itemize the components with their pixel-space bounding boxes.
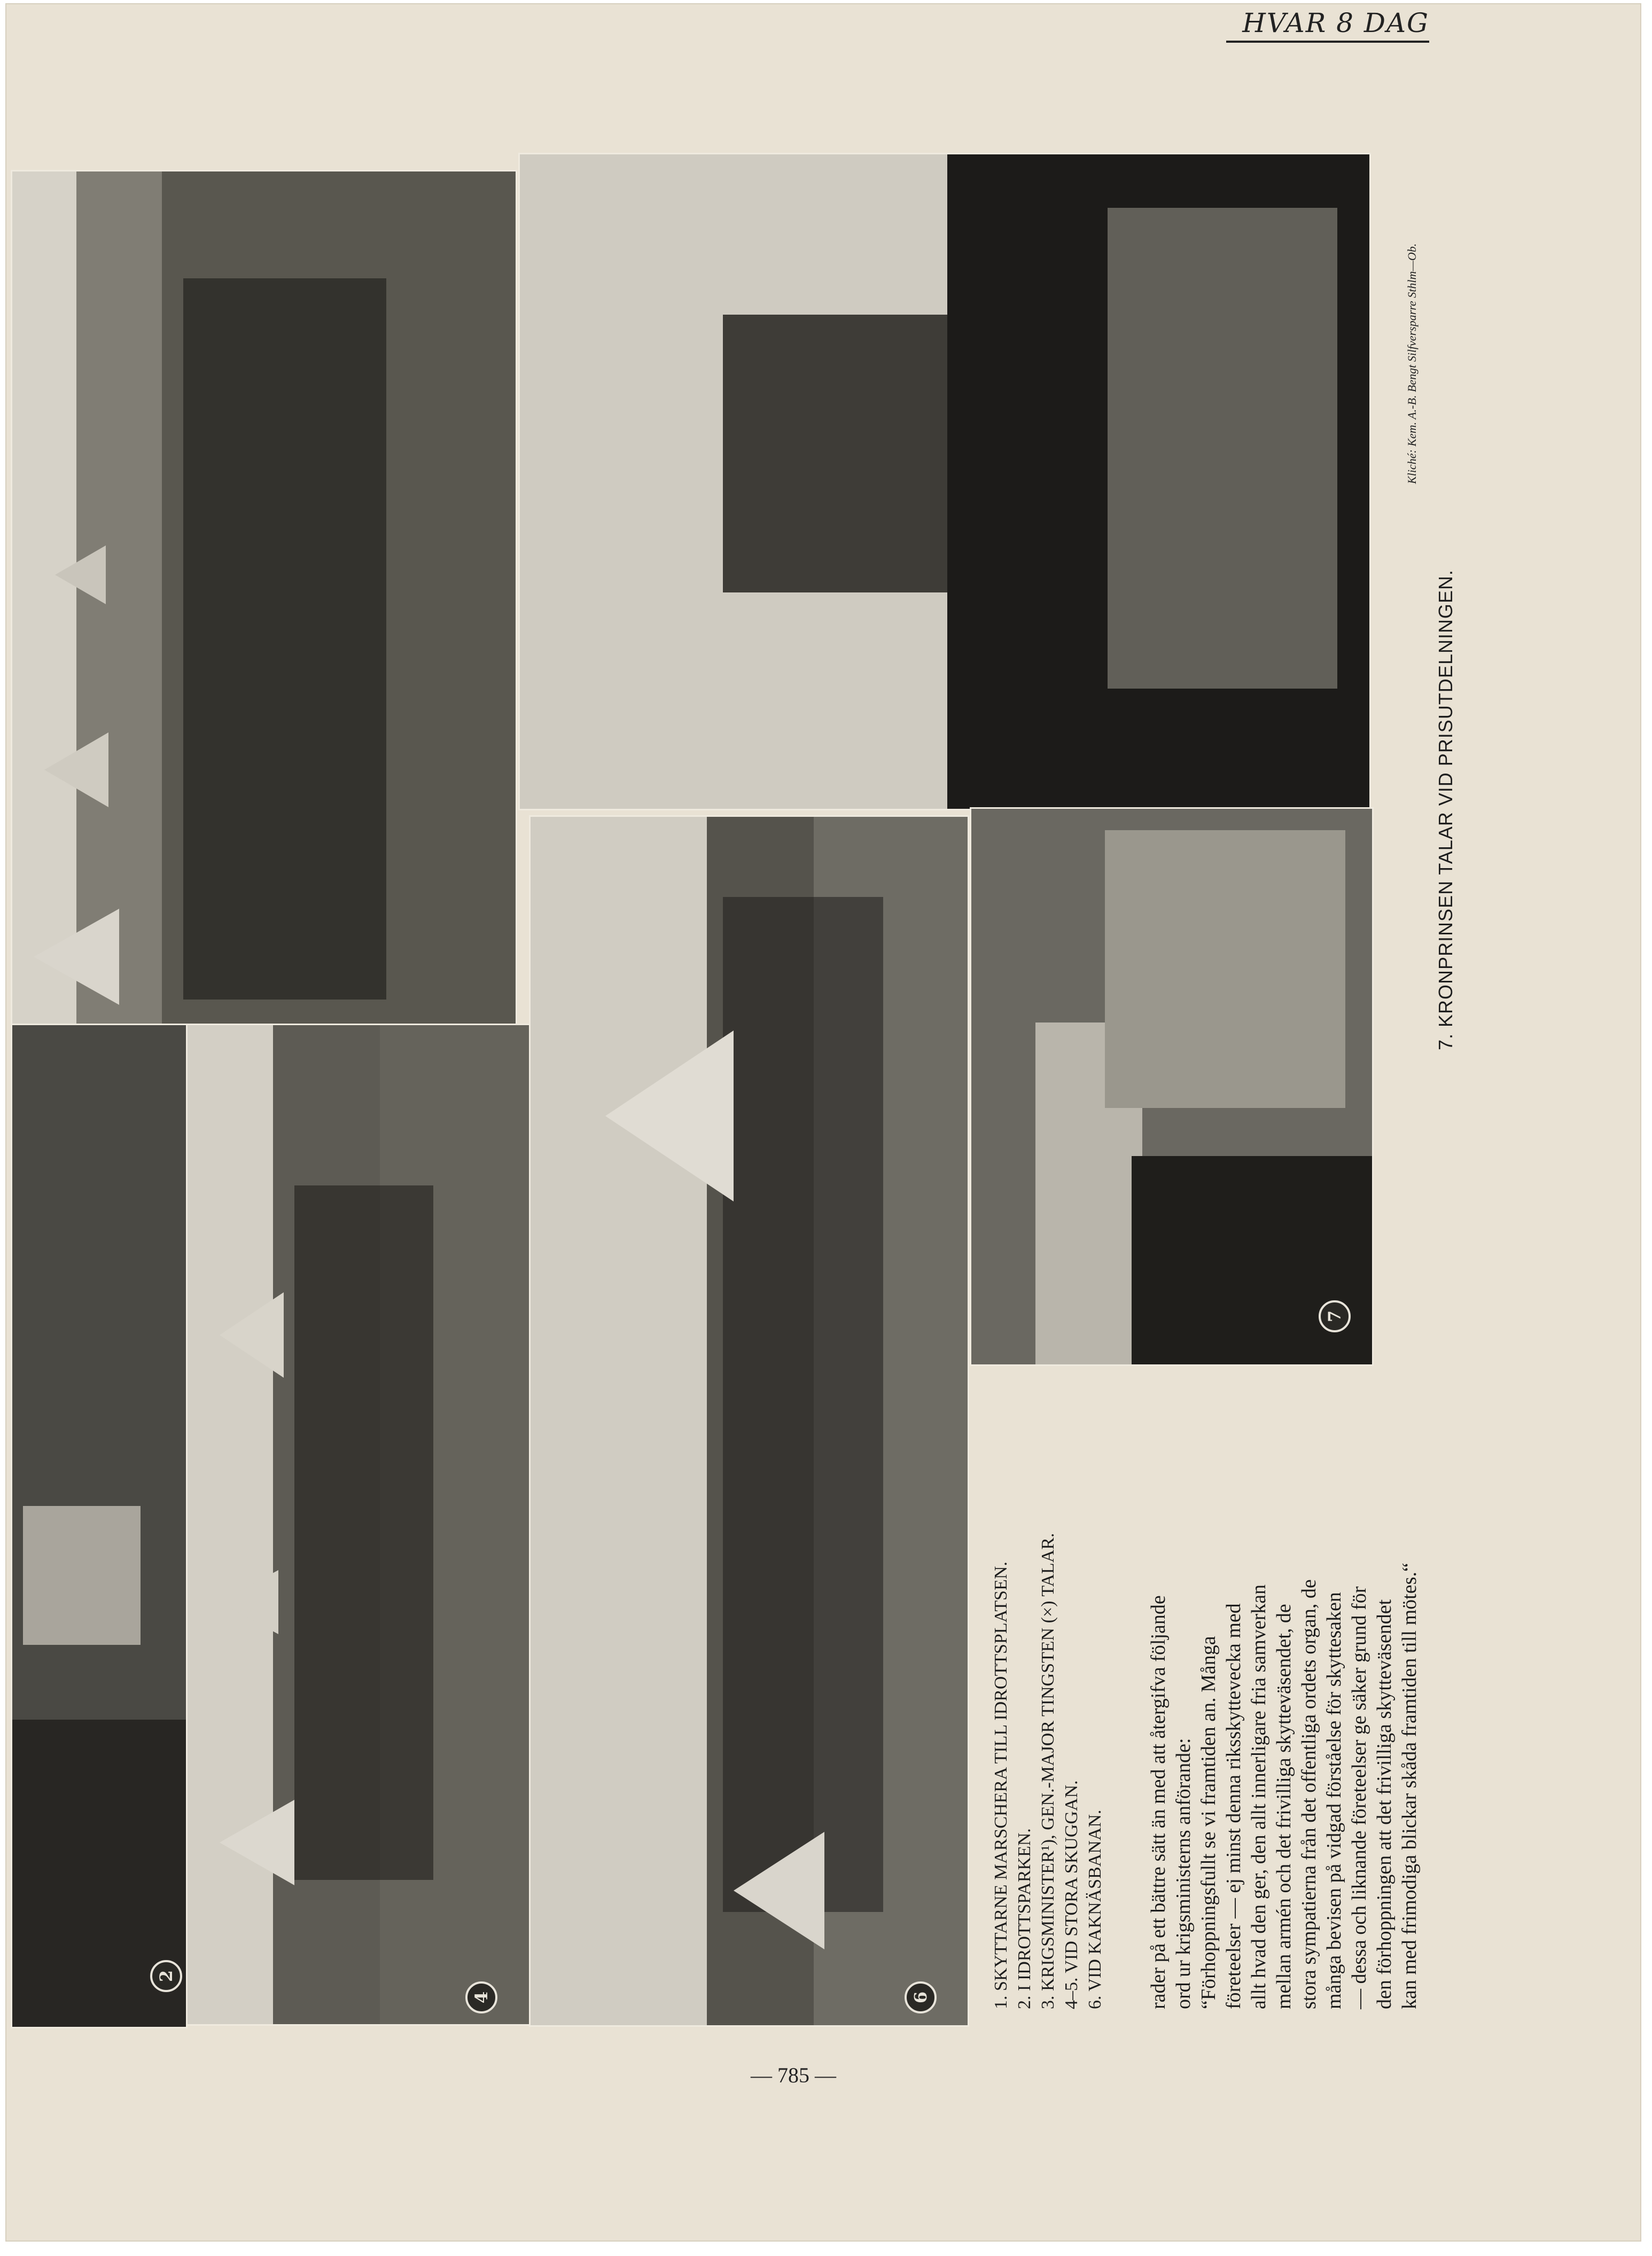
caption-line: 4–5. VID STORA SKUGGAN. [1062,1780,1081,2009]
photo-credit: Kliché: Kem. A.-B. Bengt Silfversparre Sthlm—Ob. [1405,243,1419,484]
photo-7-number: 7 [1319,1300,1351,1332]
text-line: kan med frimodiga blickar skåda framtiden till mötes.“ [1398,1563,1421,2009]
article-text [1146,1563,1422,2009]
text-line: stora sympatierna från det offentliga ordets organ, de [1298,1579,1320,2009]
photo-captions [989,1533,1107,2009]
text-line: den förhoppningen att det frivilliga skytteväsendet [1373,1599,1396,2009]
caption-line: 3. KRIGSMINISTER¹), GEN.-MAJOR TINGSTEN (×) TALAR. [1038,1533,1058,2009]
masthead: HVAR 8 DAG [1226,7,1429,43]
text-line: mellan armén och det frivilliga skytteväsendet, de [1273,1604,1295,2009]
caption-line: 6. VID KAKNÄSBANAN. [1085,1809,1105,2009]
page-number: — 785 — [751,2063,836,2087]
text-line: — dessa och liknande företeelser ge säker grund för [1348,1586,1370,2009]
magazine-page [5,3,1641,2242]
photo-2 [11,1024,188,2028]
photo-4 [186,1024,531,2026]
text-line: många bevisen på vidgad förståelse för skyttesaken [1323,1592,1345,2009]
text-line: ord ur krigsministerns anförande: [1172,1738,1195,2009]
photo-7-caption: 7. KRONPRINSEN TALAR VID PRISUTDELNINGEN. [1435,569,1456,1050]
text-line: företeelser — ej minst denna riksskyttevecka med [1222,1603,1245,2009]
photo-6 [529,815,969,2027]
photo-3 [518,153,1371,810]
photo-5 [11,170,517,1025]
text-line: “Förhoppningsfullt se vi framtiden an. Många [1197,1636,1220,2009]
photo-2-number: 2 [150,1960,182,1992]
photo-6-number: 6 [905,1981,937,2013]
photo-4-number: 4 [465,1981,497,2013]
text-line: allt hvad den ger, den allt innerligare fria samverkan [1248,1584,1270,2009]
caption-line: 2. I IDROTTSPARKEN. [1015,1828,1034,2009]
text-line: rader på ett bättre sätt än med att återgifva följande [1147,1595,1170,2009]
caption-line: 1. SKYTTARNE MARSCHERA TILL IDROTTSPLATSEN. [991,1562,1011,2009]
photo-7 [970,807,1374,1366]
